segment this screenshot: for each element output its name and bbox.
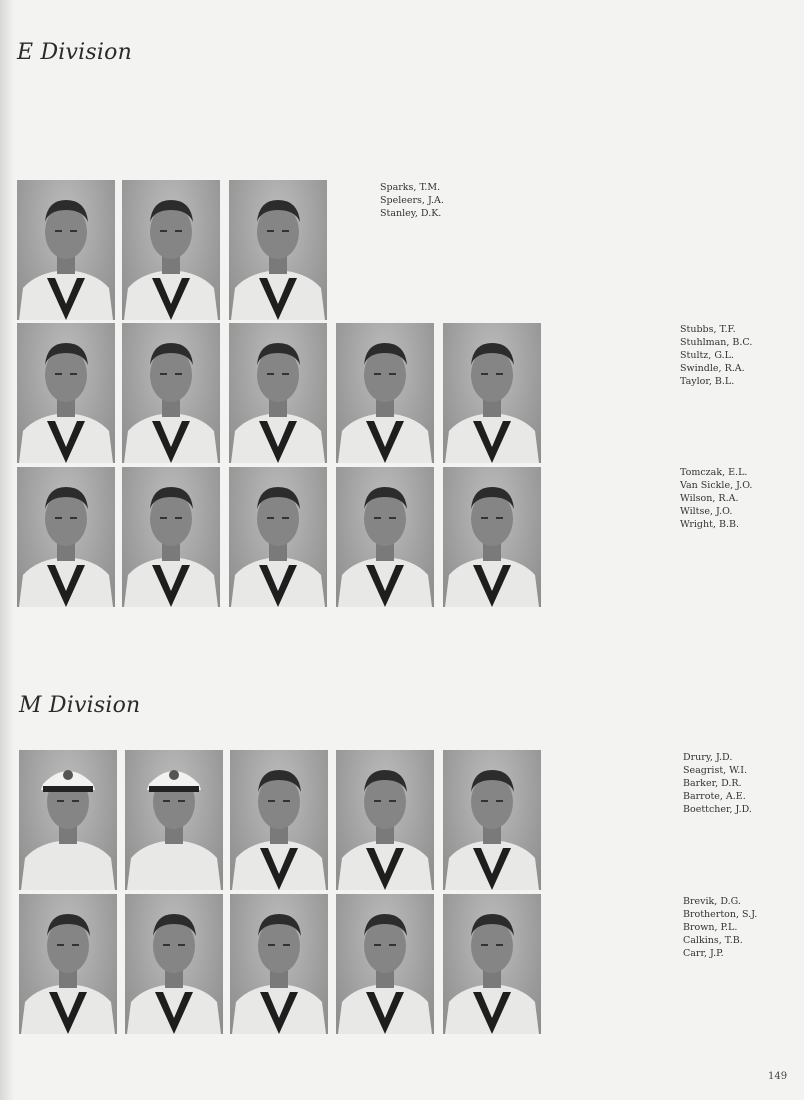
name-label: Drury, J.D. — [683, 752, 733, 763]
name-label: Wiltse, J.O. — [680, 506, 733, 517]
name-label: Brevik, D.G. — [683, 896, 741, 907]
name-label: Stubbs, T.F. — [680, 324, 736, 335]
name-label: Van Sickle, J.O. — [680, 480, 753, 491]
portrait-photo — [19, 894, 117, 1034]
portrait-photo-officer — [125, 750, 223, 890]
page-gutter-shade — [0, 0, 14, 1100]
portrait-photo — [122, 467, 220, 607]
portrait-photo — [336, 750, 434, 890]
portrait-photo — [443, 750, 541, 890]
portrait-photo — [17, 323, 115, 463]
portrait-photo — [443, 323, 541, 463]
section-title-m-division: M Division — [19, 693, 141, 718]
portrait-photo — [336, 323, 434, 463]
name-label: Barrote, A.E. — [683, 791, 746, 802]
name-label: Stanley, D.K. — [380, 208, 442, 219]
portrait-photo — [443, 894, 541, 1034]
name-label: Seagrist, W.I. — [683, 765, 748, 776]
portrait-photo-officer — [19, 750, 117, 890]
name-list-m-row-2 — [683, 895, 757, 960]
portrait-photo — [125, 894, 223, 1034]
name-list-m-row-1 — [683, 751, 752, 816]
section-title-e-division: E Division — [17, 40, 132, 65]
name-label: Wright, B.B. — [680, 519, 739, 530]
name-list-e-row-3 — [680, 466, 752, 531]
portrait-photo — [336, 467, 434, 607]
portrait-photo — [122, 323, 220, 463]
portrait-photo — [229, 180, 327, 320]
name-label: Boettcher, J.D. — [683, 804, 752, 815]
name-label: Calkins, T.B. — [683, 935, 743, 946]
name-label: Carr, J.P. — [683, 948, 724, 959]
portrait-photo — [17, 467, 115, 607]
name-label: Wilson, R.A. — [680, 493, 739, 504]
name-label: Taylor, B.L. — [680, 376, 735, 387]
portrait-photo — [17, 180, 115, 320]
name-label: Tomczak, E.L. — [680, 467, 748, 478]
page-number: 149 — [768, 1071, 788, 1082]
name-label: Stultz, G.L. — [680, 350, 734, 361]
portrait-photo — [443, 467, 541, 607]
name-list-e-row-1 — [380, 181, 444, 220]
portrait-photo — [336, 894, 434, 1034]
portrait-photo — [122, 180, 220, 320]
portrait-photo — [230, 894, 328, 1034]
name-label: Brotherton, S.J. — [683, 909, 758, 920]
portrait-photo — [229, 323, 327, 463]
name-label: Stuhlman, B.C. — [680, 337, 753, 348]
name-label: Swindle, R.A. — [680, 363, 745, 374]
portrait-photo — [230, 750, 328, 890]
name-label: Brown, P.L. — [683, 922, 738, 933]
name-label: Speleers, J.A. — [380, 195, 444, 206]
name-label: Barker, D.R. — [683, 778, 742, 789]
name-label: Sparks, T.M. — [380, 182, 441, 193]
name-list-e-row-2 — [680, 323, 752, 388]
portrait-photo — [229, 467, 327, 607]
